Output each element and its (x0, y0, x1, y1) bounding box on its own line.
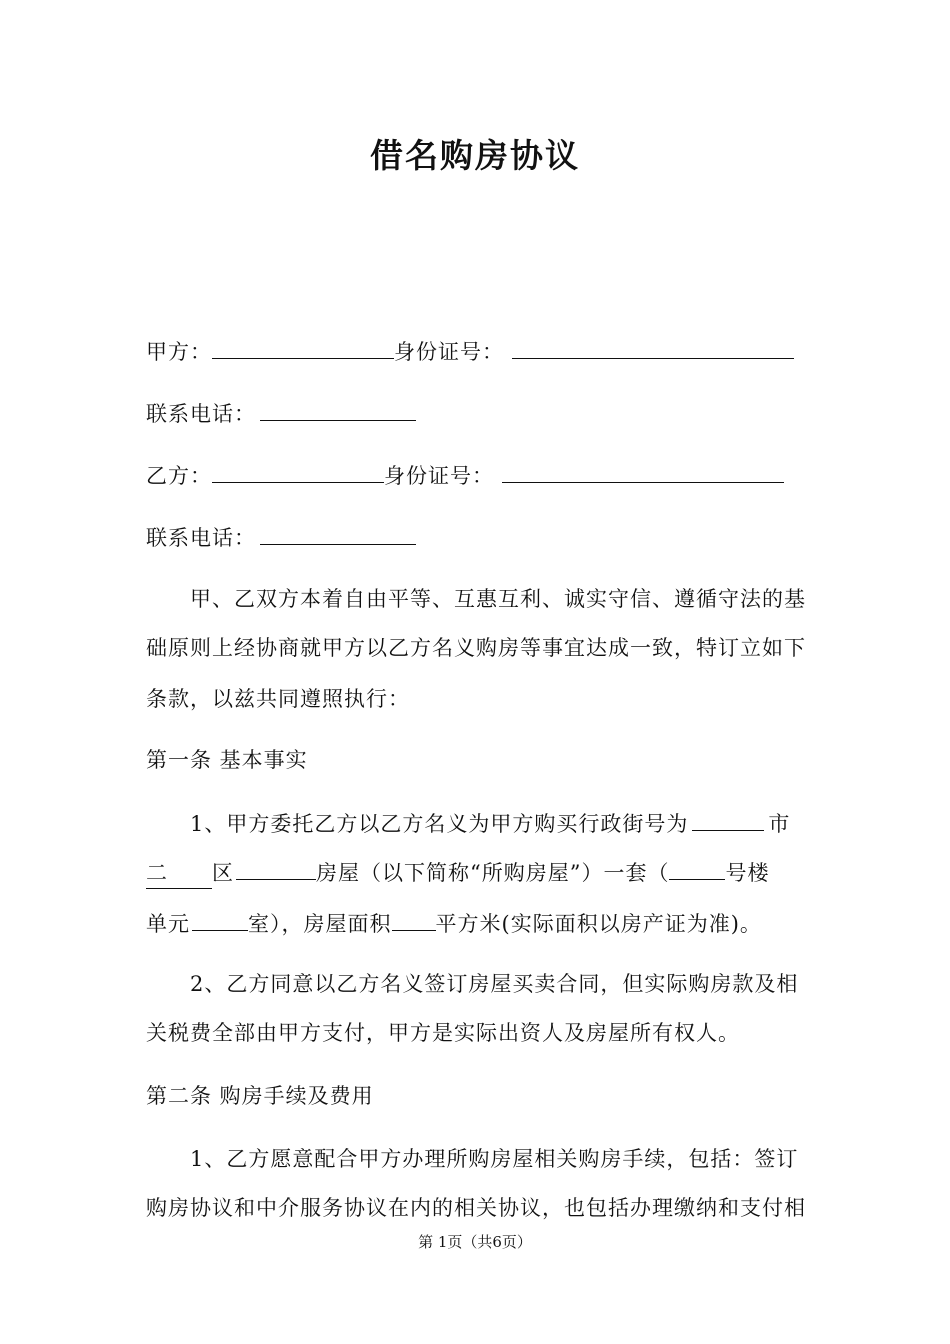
party-a-id-label: 身份证号： (394, 340, 504, 364)
street-number-blank (692, 808, 764, 831)
document-title: 借名购房协议 (370, 136, 580, 175)
floor-area-blank (392, 908, 436, 931)
party-a-label: 甲方： (146, 340, 212, 364)
city-suffix: 市 (768, 812, 791, 836)
building-number-blank (669, 857, 725, 880)
party-b-row (146, 460, 784, 491)
party-a-phone-label: 联系电话： (146, 402, 256, 426)
preamble-line-2: 础原则上经协商就甲方以乙方名义购房等事宜达成一致，特订立如下 (146, 636, 806, 660)
article-2-p1-line-2: 购房协议和中介服务协议在内的相关协议，也包括办理缴纳和支付相 (146, 1196, 806, 1220)
party-b-phone-row (146, 522, 416, 553)
article-1-p1-text-c: 房屋（以下简称“所购房屋”）一套（ (316, 861, 670, 885)
article-1-heading: 第一条 基本事实 (146, 748, 308, 772)
article-1-p1-text-a: 1、甲方委托乙方以乙方名义为甲方购买行政街号为 (190, 812, 689, 836)
article-2-heading: 第二条 购房手续及费用 (146, 1084, 374, 1108)
party-b-label: 乙方： (146, 464, 212, 488)
party-b-phone-label: 联系电话： (146, 526, 256, 550)
article-1-p1-line-3 (146, 908, 762, 939)
district-prefix-blank (146, 858, 212, 889)
party-b-id-label: 身份证号： (384, 464, 494, 488)
party-a-phone-blank (260, 398, 416, 421)
preamble-line-1: 甲、乙双方本着自由平等、互惠互利、诚实守信、遵循守法的基 (190, 587, 806, 611)
district-prefix: 二 (146, 861, 168, 885)
article-1-p2-line-2: 关税费全部由甲方支付，甲方是实际出资人及房屋所有权人。 (146, 1021, 740, 1045)
unit-label: 单元 (146, 912, 190, 936)
party-b-id-blank (502, 460, 784, 483)
party-a-id-blank (512, 336, 794, 359)
article-1-p2-line-1: 2、乙方同意以乙方名义签订房屋买卖合同，但实际购房款及相 (190, 972, 799, 996)
article-1-p1-line-2 (146, 857, 769, 889)
article-1-p1-line-1 (190, 808, 790, 839)
area-unit-note: 平方米(实际面积以房产证为准)。 (435, 912, 762, 936)
article-2-p1-line-1: 1、乙方愿意配合甲方办理所购房屋相关购房手续，包括：签订 (190, 1147, 799, 1171)
room-number-blank (192, 908, 248, 931)
party-a-row (146, 336, 794, 367)
district-suffix: 区 (212, 861, 234, 885)
party-a-phone-row (146, 398, 416, 429)
page-footer: 第 1页（共6页） (418, 1233, 532, 1251)
building-suffix: 号楼 (725, 861, 770, 885)
party-b-phone-blank (260, 522, 416, 545)
party-b-name-blank (212, 460, 384, 483)
preamble-line-3: 条款，以兹共同遵照执行： (146, 687, 410, 711)
party-a-name-blank (212, 336, 394, 359)
area-blank (236, 857, 316, 880)
area-label: 室），房屋面积 (248, 912, 392, 936)
